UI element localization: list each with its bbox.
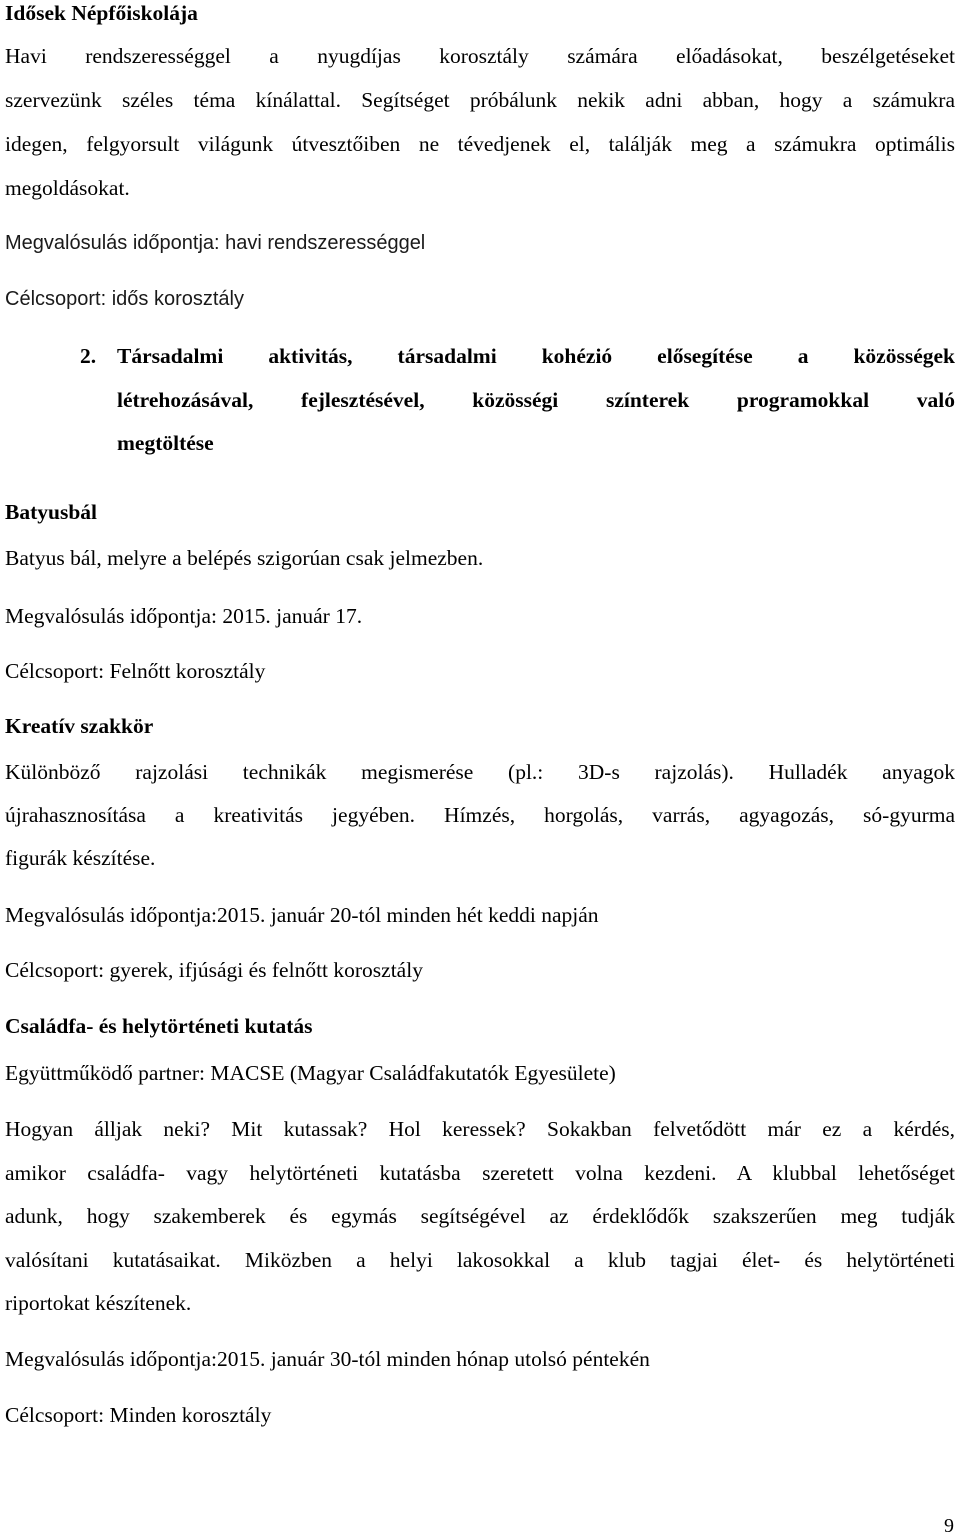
- date-line: Megvalósulás időpontja:2015. január 30-tól minden hónap utolsó péntekén: [5, 1347, 650, 1371]
- paragraph-line: valósítani kutatásaikat. Miközben a helyi lakosokkal a klub tagjai élet- és helytörténeti: [5, 1248, 955, 1272]
- date-line: Megvalósulás időpontja: havi rendszerességgel: [5, 232, 426, 254]
- paragraph-line: adunk, hogy szakemberek és egymás segítségével az érdeklődők szakszerűen meg tudják: [5, 1204, 955, 1228]
- paragraph-line: Különböző rajzolási technikák megismerése (pl.: 3D-s rajzolás). Hulladék anyagok: [5, 760, 955, 784]
- section-title: Családfa- és helytörténeti kutatás: [5, 1014, 313, 1038]
- section-title: Idősek Népfőiskolája: [5, 1, 198, 25]
- paragraph-line: Batyus bál, melyre a belépés szigorúan csak jelmezben.: [5, 546, 484, 570]
- numbered-heading-line: megtöltése: [117, 431, 214, 455]
- paragraph-line: újrahasznosítása a kreativitás jegyében. Hímzés, horgolás, varrás, agyagozás, só-gyurma: [5, 803, 955, 827]
- partner-line: Együttműködő partner: MACSE (Magyar Családfakutatók Egyesülete): [5, 1061, 616, 1085]
- paragraph-line: idegen, felgyorsult világunk útvesztőiben ne tévedjenek el, találják meg a számukra optimális: [5, 132, 955, 156]
- paragraph-line: riportokat készítenek.: [5, 1291, 192, 1315]
- section-title: Batyusbál: [5, 500, 98, 524]
- paragraph-line: amikor családfa- vagy helytörténeti kutatásba szeretett volna kezdeni. A klubbal lehetőséget: [5, 1161, 955, 1185]
- target-line: Célcsoport: gyerek, ifjúsági és felnőtt korosztály: [5, 958, 423, 982]
- paragraph-line: szervezünk széles téma kínálattal. Segítséget próbálunk nekik adni abban, hogy a számukra: [5, 88, 955, 112]
- target-line: Célcsoport: idős korosztály: [5, 288, 244, 310]
- paragraph-line: figurák készítése.: [5, 846, 156, 870]
- numbered-heading-line: létrehozásával, fejlesztésével, közösségi színterek programokkal való: [117, 388, 955, 412]
- paragraph-line: megoldásokat.: [5, 176, 130, 200]
- paragraph-line: Hogyan álljak neki? Mit kutassak? Hol keressek? Sokakban felvetődött már ez a kérdés,: [5, 1117, 955, 1141]
- target-line: Célcsoport: Felnőtt korosztály: [5, 659, 266, 683]
- page-number: 9: [944, 1515, 954, 1537]
- target-line: Célcsoport: Minden korosztály: [5, 1403, 272, 1427]
- paragraph-line: Havi rendszerességgel a nyugdíjas korosztály számára előadásokat, beszélgetéseket: [5, 44, 955, 68]
- section-title: Kreatív szakkör: [5, 714, 154, 738]
- numbered-heading-line: Társadalmi aktivitás, társadalmi kohézió elősegítése a közösségek: [117, 344, 955, 368]
- date-line: Megvalósulás időpontja: 2015. január 17.: [5, 604, 363, 628]
- date-line: Megvalósulás időpontja:2015. január 20-tól minden hét keddi napján: [5, 903, 599, 927]
- list-number: 2.: [80, 344, 97, 368]
